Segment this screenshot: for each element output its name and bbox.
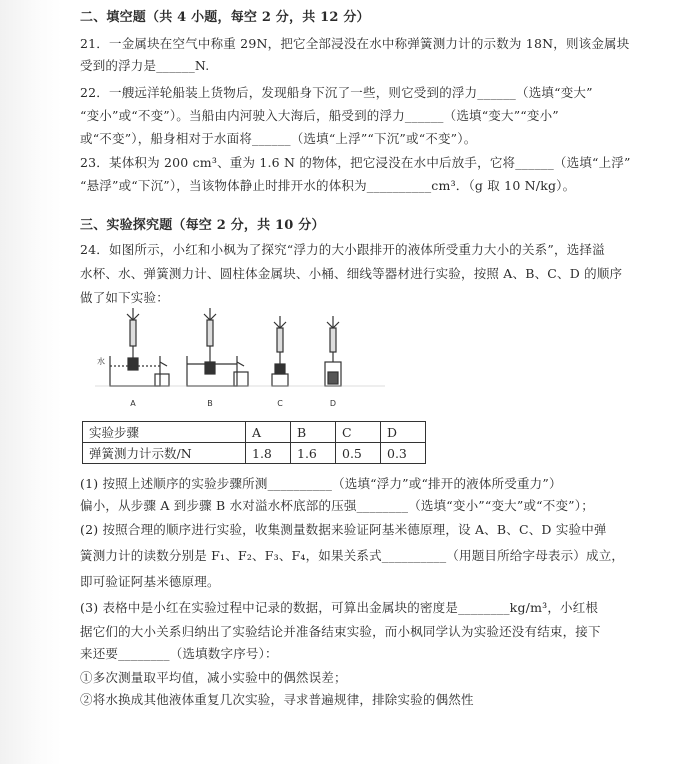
q21-line1: 21．一金属块在空气中称重 29N，把它全部浸没在水中称弹簧测力计的示数为 18N，则该金属块 (80, 36, 630, 51)
q22-line2: “变小”或“不变”）。当船由内河驶入大海后，船受到的浮力______（选填“变大”“变小” (80, 108, 559, 123)
table-row (83, 443, 426, 464)
table-header-d: D (381, 422, 426, 443)
sub3-option1: ①多次测量取平均值，减小实验中的偶然误差； (80, 670, 347, 685)
table-header-a: A (246, 422, 291, 443)
figure-label-d: D (329, 399, 337, 408)
sub2-line2: 簧测力计的读数分别是 F₁、F₂、F₃、F₄，如果关系式__________（用题目所给字母表示）成立， (80, 548, 625, 563)
figure-label-b: B (207, 399, 213, 408)
table-header-c: C (336, 422, 381, 443)
table-cell-d: 0.3 (381, 443, 426, 464)
table-row (83, 422, 426, 443)
sub2-line3: 即可验证阿基米德原理。 (80, 574, 220, 589)
sub2-line1: (2) 按照合理的顺序进行实验，收集测量数据来验证阿基米德原理，设 A、B、C、D 实验中弹 (80, 522, 607, 537)
results-table (82, 421, 426, 464)
section-2-heading: 二、填空题（共 4 小题，每空 2 分，共 12 分） (80, 10, 370, 25)
sub3-line3: 来还要________（选填数字序号）： (80, 646, 278, 661)
q21-line2: 受到的浮力是______N. (80, 58, 210, 73)
table-cell-a: 1.8 (246, 443, 291, 464)
table-cell-c: 0.5 (336, 443, 381, 464)
section-3-heading: 三、实验探究题（每空 2 分，共 10 分） (80, 218, 325, 233)
figure-label-a: A (130, 399, 136, 408)
sub1-line2: 偏小，从步骤 A 到步骤 B 水对溢水杯底部的压强________（选填“变小”“变大”或“不变”）； (80, 498, 594, 513)
q23-line2: “悬浮”或“下沉”），当该物体静止时排开水的体积为__________cm³．（g 取 10 N/kg）。 (80, 178, 576, 193)
sub3-line2: 据它们的大小关系归纳出了实验结论并准备结束实验，而小枫同学认为实验还没有结束，接下 (80, 624, 601, 639)
table-header-step: 实验步骤 (83, 422, 246, 443)
sub3-line1: (3) 表格中是小红在实验过程中记录的数据，可算出金属块的密度是________kg/m³，小红根 (80, 600, 599, 615)
q24-line3: 做了如下实验： (80, 290, 169, 305)
q24-line1: 24．如图所示，小红和小枫为了探究“浮力的大小跟排开的液体所受重力大小的关系”，选择溢 (80, 242, 605, 257)
table-header-b: B (291, 422, 336, 443)
sub3-option2: ②将水换成其他液体重复几次实验，寻求普遍规律，排除实验的偶然性 (80, 692, 474, 707)
table-row-label: 弹簧测力计示数/N (83, 443, 246, 464)
q23-line1: 23．某体积为 200 cm³、重为 1.6 N 的物体，把它浸没在水中后放手，它将______（选填“上浮” (80, 155, 631, 170)
sub1-line1: (1) 按照上述顺序的实验步骤所测__________（选填“浮力”或“排开的液体所受重力”） (80, 476, 562, 491)
scan-shadow (0, 0, 62, 764)
experiment-apparatus-figure (95, 306, 385, 414)
table-cell-b: 1.6 (291, 443, 336, 464)
water-label: 水 (97, 357, 105, 366)
q24-line2: 水杯、水、弹簧测力计、圆柱体金属块、小桶、细线等器材进行实验，按照 A、B、C、D 的顺序 (80, 266, 623, 281)
q22-line1: 22．一艘远洋轮船装上货物后，发现船身下沉了一些，则它受到的浮力______（选填“变大” (80, 85, 593, 100)
q22-line3: 或“不变”），船身相对于水面将______（选填“上浮”“下沉”或“不变”）。 (80, 131, 477, 146)
figure-label-c: C (277, 399, 283, 408)
